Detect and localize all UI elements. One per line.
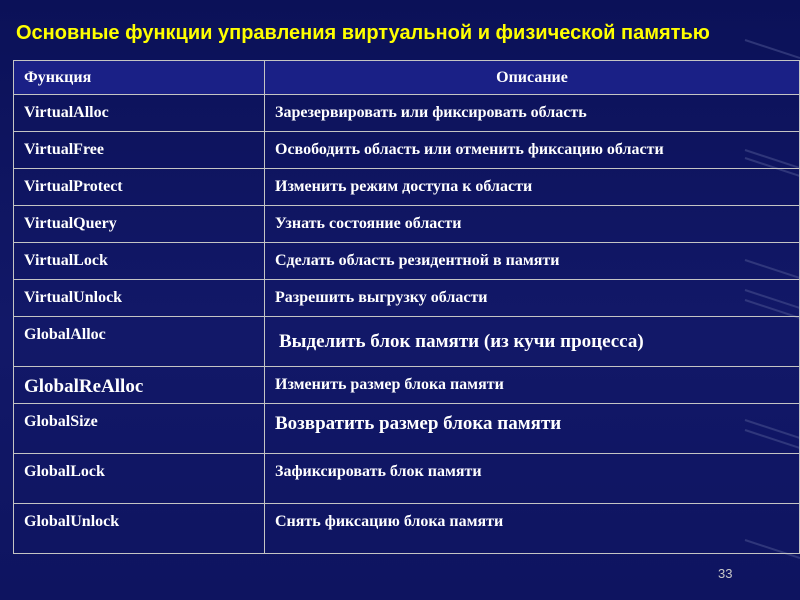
header-description: Описание bbox=[265, 61, 800, 95]
table-row bbox=[14, 404, 800, 454]
slide-title: Основные функции управления виртуальной и физической памятью bbox=[16, 22, 710, 44]
header-function: Функция bbox=[14, 61, 265, 95]
function-description: Снять фиксацию блока памяти bbox=[265, 504, 800, 554]
function-description: Освободить область или отменить фиксацию области bbox=[265, 132, 800, 169]
table-row bbox=[14, 206, 800, 243]
function-name: VirtualQuery bbox=[14, 206, 265, 243]
function-description: Зафиксировать блок памяти bbox=[265, 454, 800, 504]
function-name: GlobalLock bbox=[14, 454, 265, 504]
table-row bbox=[14, 243, 800, 280]
function-description: Сделать область резидентной в памяти bbox=[265, 243, 800, 280]
table-row bbox=[14, 454, 800, 504]
page-number: 33 bbox=[718, 566, 733, 581]
table-row bbox=[14, 169, 800, 206]
table-header-row bbox=[14, 61, 800, 95]
function-description: Изменить режим доступа к области bbox=[265, 169, 800, 206]
function-description: Узнать состояние области bbox=[265, 206, 800, 243]
functions-table bbox=[13, 60, 800, 554]
table-row bbox=[14, 317, 800, 367]
function-name: VirtualUnlock bbox=[14, 280, 265, 317]
function-name: VirtualLock bbox=[14, 243, 265, 280]
table-row bbox=[14, 280, 800, 317]
function-description: Изменить размер блока памяти bbox=[265, 367, 800, 404]
function-name: VirtualProtect bbox=[14, 169, 265, 206]
table-row bbox=[14, 95, 800, 132]
function-name: GlobalUnlock bbox=[14, 504, 265, 554]
function-name: GlobalSize bbox=[14, 404, 265, 454]
function-description: Выделить блок памяти (из кучи процесса) bbox=[265, 317, 800, 367]
function-description: Возвратить размер блока памяти bbox=[265, 404, 800, 454]
table-row bbox=[14, 367, 800, 404]
function-description: Зарезервировать или фиксировать область bbox=[265, 95, 800, 132]
table-row bbox=[14, 132, 800, 169]
function-name: VirtualFree bbox=[14, 132, 265, 169]
function-description: Разрешить выгрузку области bbox=[265, 280, 800, 317]
function-name: GlobalAlloc bbox=[14, 317, 265, 367]
table-row bbox=[14, 504, 800, 554]
function-name: GlobalReAlloc bbox=[14, 367, 265, 404]
function-name: VirtualAlloc bbox=[14, 95, 265, 132]
